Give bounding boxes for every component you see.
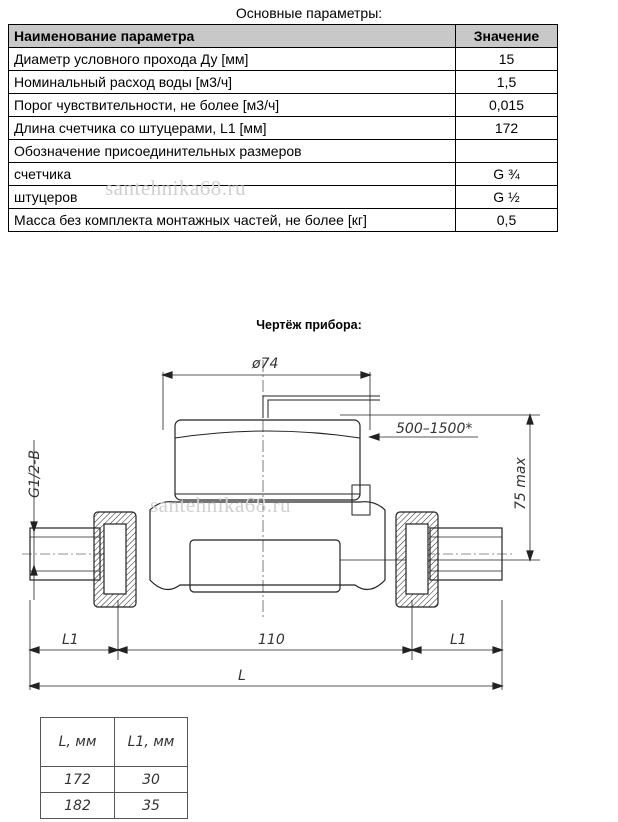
param-name: Диаметр условного прохода Ду [мм]: [9, 48, 456, 71]
param-value: G ¾: [456, 163, 558, 186]
table-row: [9, 94, 558, 117]
watermark: santehnika68.ru: [105, 176, 247, 200]
dim-l1-right-label: L1: [450, 632, 467, 648]
dim-center-label: 110: [258, 632, 285, 648]
param-name: штуцеров: [9, 186, 456, 209]
param-name: Порог чувствительности, не более [м3/ч]: [9, 94, 456, 117]
dims-cell: 35: [115, 793, 188, 819]
table-row: [9, 163, 558, 186]
param-name: Масса без комплекта монтажных частей, не более [кг]: [9, 209, 456, 232]
param-name: счетчика: [9, 163, 456, 186]
table-row: [9, 117, 558, 140]
param-value: 172: [456, 117, 558, 140]
dims-cell: 30: [115, 767, 188, 793]
dims-header-row: [41, 718, 188, 767]
dim-diameter-label: ø74: [252, 356, 279, 372]
params-title: Основные параметры:: [235, 5, 383, 21]
param-value: 0,015: [456, 94, 558, 117]
dim-total-label: L: [238, 668, 246, 684]
params-header-row: [9, 25, 558, 48]
param-value: 0,5: [456, 209, 558, 232]
table-row: [9, 48, 558, 71]
meter-drawing: [0, 340, 618, 712]
dims-header-l: L, мм: [41, 718, 115, 767]
table-row: [41, 767, 188, 793]
table-row: [9, 71, 558, 94]
dims-cell: 172: [41, 767, 115, 793]
column-header-value: Значение: [456, 25, 558, 48]
watermark: santehnika68.ru: [150, 493, 292, 517]
table-row: [9, 140, 558, 163]
dim-l1-left-label: L1: [62, 632, 79, 648]
dim-thread-label: G1/2-B: [27, 449, 43, 498]
dim-cable-label: 500–1500*: [396, 421, 473, 437]
table-row: [41, 793, 188, 819]
param-value: 15: [456, 48, 558, 71]
param-name: Обозначение присоединительных размеров: [9, 140, 456, 163]
dims-header-l1: L1, мм: [115, 718, 188, 767]
dim-height-label: 75 max: [513, 457, 529, 510]
column-header-name: Наименование параметра: [9, 25, 456, 48]
params-table: [8, 24, 558, 232]
param-value: 1,5: [456, 71, 558, 94]
drawing-title: Чертёж прибора:: [256, 318, 362, 332]
param-name: Номинальный расход воды [м3/ч]: [9, 71, 456, 94]
param-name: Длина счетчика со штуцерами, L1 [мм]: [9, 117, 456, 140]
table-row: [9, 209, 558, 232]
param-value: [456, 140, 558, 163]
param-value: G ½: [456, 186, 558, 209]
dims-table: [40, 717, 188, 819]
table-row: [9, 186, 558, 209]
dims-cell: 182: [41, 793, 115, 819]
